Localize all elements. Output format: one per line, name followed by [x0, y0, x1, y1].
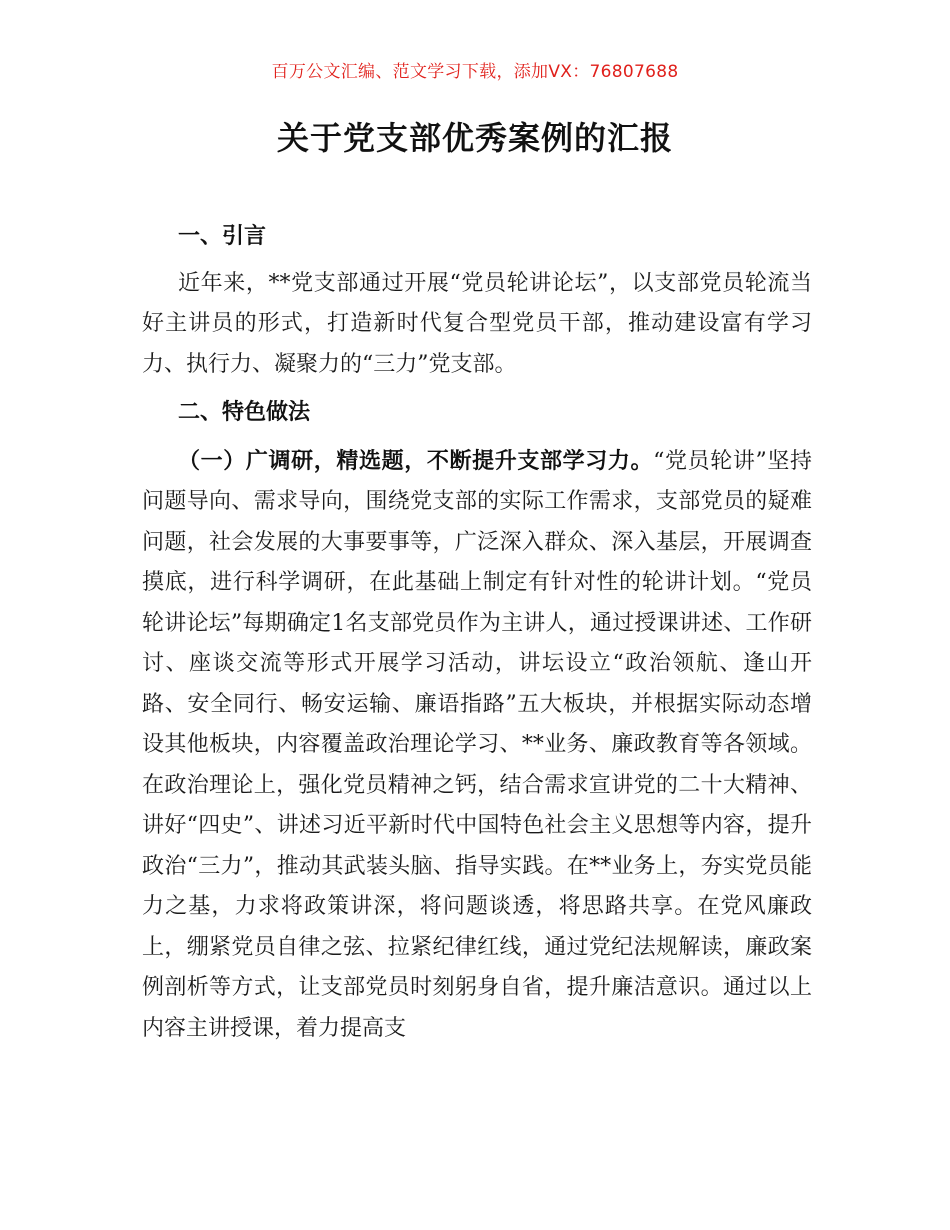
subsection-lead: （一）广调研，精选题，不断提升支部学习力。	[178, 448, 654, 474]
practices-paragraph-1	[142, 442, 812, 1050]
document-title: 关于党支部优秀案例的汇报	[276, 119, 673, 157]
section-heading-practices: 二、特色做法	[178, 400, 311, 425]
section-heading-introduction: 一、引言	[178, 224, 267, 249]
introduction-paragraph: 近年来，**党支部通过开展“党员轮讲论坛”，以支部党员轮流当好主讲员的形式，打造新时代复合型党员干部，推动建设富有学习力、执行力、凝聚力的“三力”党支部。	[142, 270, 812, 377]
subsection-body: “党员轮讲”坚持问题导向、需求导向，围绕党支部的实际工作需求，支部党员的疑难问题，社会发展的大事要事等，广泛深入群众、深入基层，开展调查摸底，进行科学调研，在此基础上制定有针对性的轮讲计划。“党员轮讲论坛”每期确定1名支部党员作为主讲人，通过授课讲述、工作研讨、座谈交流等形式开展学习活动，讲坛设立“政治领航、逢山开路、安全同行、畅安运输、廉语指路”五大板块，并根据实际动态增设其他板块，内容覆盖政治理论学习、**业务、廉政教育等各领域。在政治理论上，强化党员精神之钙，结合需求宣讲党的二十大精神、讲好“四史”、讲述习近平新时代中国特色社会主义思想等内容，提升政治“三力”，推动其武装头脑、指导实践。在**业务上，夯实党员能力之基，力求将政策讲深，将问题谈透，将思路共享。在党风廉政上，绷紧党员自律之弦、拉紧纪律红线，通过党纪法规解读，廉政案例剖析等方式，让支部党员时刻躬身自省，提升廉洁意识。通过以上内容主讲授课，着力提高支	[142, 448, 812, 1041]
document-body	[142, 217, 812, 1049]
header-ad-text: 百万公文汇编、范文学习下载，添加VX：76807688	[271, 62, 679, 82]
